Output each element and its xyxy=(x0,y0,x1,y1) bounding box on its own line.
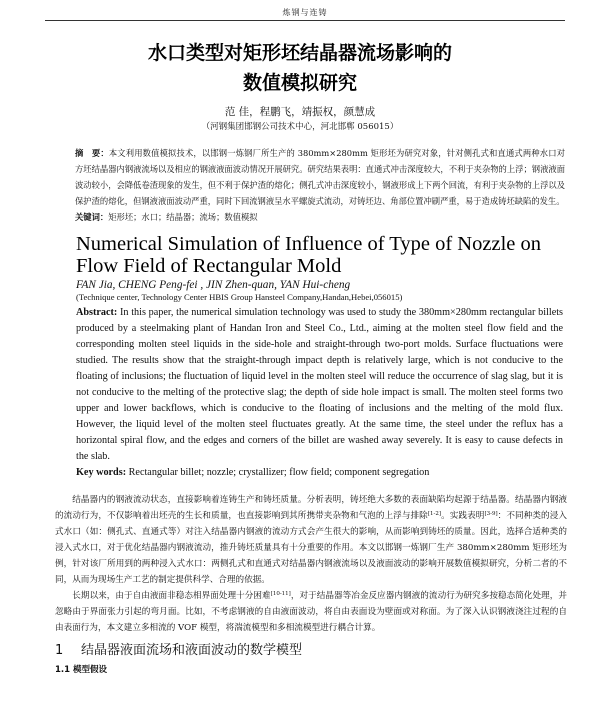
citation[interactable]: [10-11] xyxy=(270,591,291,597)
chinese-abstract-text: 本文利用数值模拟技术，以邯钢一炼钢厂所生产的 380mm×280mm 矩形坯为研究对象，针对侧孔式和直通式两种水口对方坯结晶器内钢液流场以及相应的钢液液面波动情况开展研究。研究结果表明：直通式冲击深度较大，不利于夹杂物的上浮；钢液液面波动较小，会降低卷渣现象的发生，但不利于保护渣的熔化；侧孔式冲击深度较小，钢液形成上下两个回流，有利于夹杂物的上浮以及保护渣的熔化，但钢液液面波动严重，同时下回流钢液呈水平螺旋式流动，对铸坯边、角部位置冲刷严重，易于造成铸坯缺陷的发生。 xyxy=(75,148,565,206)
section-title: 结晶器液面流场和液面波动的数学模型 xyxy=(81,643,303,658)
english-keywords-text: Rectangular billet; nozzle; crystallizer; flow field; component segregation xyxy=(128,467,430,478)
english-abstract-text: In this paper, the numerical simulation technology was used to study the 380mm×280mm rectangular billets produced by a steelmaking plant of Handan Iron and Steel Co., Ltd., aiming at the molten steel flow field and the corresponding molten steel liquids in the side-hole and straight-through two-port molds. Surface fluctuations were studied. The results show that the straight-through impact depth is relatively large, which is not conducive to the floating of inclusions; the fluctuation of liquid level in the molten steel will reduce the occurrence of slag slag, but it is not conducive to the melting of the protective slag; the depth of side hole impact is small. The molten steel forms two upper and lower backflows, which is conducive to the floating of inclusions and the melting of the mold flux. However, the liquid level of the molten steel fluctuates greatly. At the same time, the steel under the reflux has a horizontal spiral flow, and the edges and corners of the billet are washed away severely. It is easy to cause defects in the slab. xyxy=(76,307,564,462)
english-affiliation: (Technique center, Technology Center HBIS Group Hansteel Company,Handan,Hebei,056015) xyxy=(76,292,403,302)
english-authors: FAN Jia, CHENG Peng-fei , JIN Zhen-quan, YAN Hui-cheng xyxy=(76,279,351,291)
english-abstract-label: Abstract: xyxy=(76,307,118,318)
chinese-abstract-label: 摘 要： xyxy=(75,148,109,158)
running-header xyxy=(45,0,565,21)
chinese-title-line-1: 水口类型对矩形坯结晶器流场影响的 xyxy=(147,42,452,64)
intro-paragraph-1 xyxy=(55,492,567,588)
chinese-title-line-2: 数值模拟研究 xyxy=(242,72,357,94)
introduction-body xyxy=(55,492,567,636)
english-keywords xyxy=(76,465,576,480)
intro-paragraph-2 xyxy=(55,588,567,636)
citation[interactable]: [3-9] xyxy=(484,511,498,517)
intro-p1-text-c: ：不同种类的浸入式水口（如：侧孔式、直通式等）对注入结晶器内钢液的流动方式会产生很大的影响，从而影响到铸坯的质量。因此，选择合适种类的浸入式水口，对于优化结晶器内钢液流动，推升铸坯质量具有十分重要的作用。本文以邯钢一炼钢厂生产 380mm×280mm 矩形坯为例，针对该厂所用到的两种浸入式水口：两侧孔式和直通式对结晶器内钢液流场以及液面波动的影响开展数值模拟研究，分析二者的不同，从而为现场生产工艺的制定提供科学、合理的依据。 xyxy=(55,511,567,585)
intro-p2-text-a: 长期以来，由于自由液面非稳态相界面处理十分困难 xyxy=(72,591,271,601)
english-abstract xyxy=(76,305,563,465)
chinese-affiliation: （河钢集团邯钢公司技术中心，河北邯郸 056015） xyxy=(201,122,399,132)
chinese-abstract xyxy=(75,145,565,225)
journal-name: 炼钢与连铸 xyxy=(282,8,328,17)
citation[interactable]: [1-2] xyxy=(427,511,442,517)
english-title: Numerical Simulation of Influence of Type of Nozzle on Flow Field of Rectangular Mold xyxy=(76,233,541,277)
chinese-authors: 范 佳，程鹏飞，靖振权，颜慧成 xyxy=(224,106,376,118)
chinese-keywords-text: 矩形坯；水口；结晶器；流场；数值模拟 xyxy=(108,212,258,222)
chinese-keywords-label: 关键词： xyxy=(75,212,109,222)
english-keywords-label: Key words: xyxy=(76,467,127,478)
chinese-abstract-paragraph xyxy=(75,145,565,209)
chinese-keywords-line xyxy=(75,209,565,225)
chinese-title xyxy=(0,38,600,98)
intro-p2-text-b: ，对于结晶器等冶金反应器内钢液的流动行为研究多按稳态简化处理，并忽略由于界面张力引起的弯月面。比如，不考虑钢液的自由液面波动，将自由表面设为壁面或对称面。为了深入认识钢液浇注过程的自由表面行为，本文建立多相流的 VOF 模型，将湍流模型和多相流模型进行耦合计算。 xyxy=(55,591,567,633)
section-heading-1 xyxy=(55,642,575,660)
subsection-heading-1-1: 1.1 模型假设 xyxy=(55,665,108,675)
intro-p1-text-a: 结晶器内的钢液流动状态，直接影响着连铸生产和铸坯质量。分析表明，铸坯绝大多数的表面缺陷均起源于结晶器。结晶器内钢液的流动行为，不仅影响着出坯壳的生长和质量，也直接影响到其所携带夹杂物和气泡的上浮与排除 xyxy=(55,495,567,521)
intro-p1-text-b: 。实践表明 xyxy=(441,511,485,521)
section-number: 1 xyxy=(55,643,64,658)
